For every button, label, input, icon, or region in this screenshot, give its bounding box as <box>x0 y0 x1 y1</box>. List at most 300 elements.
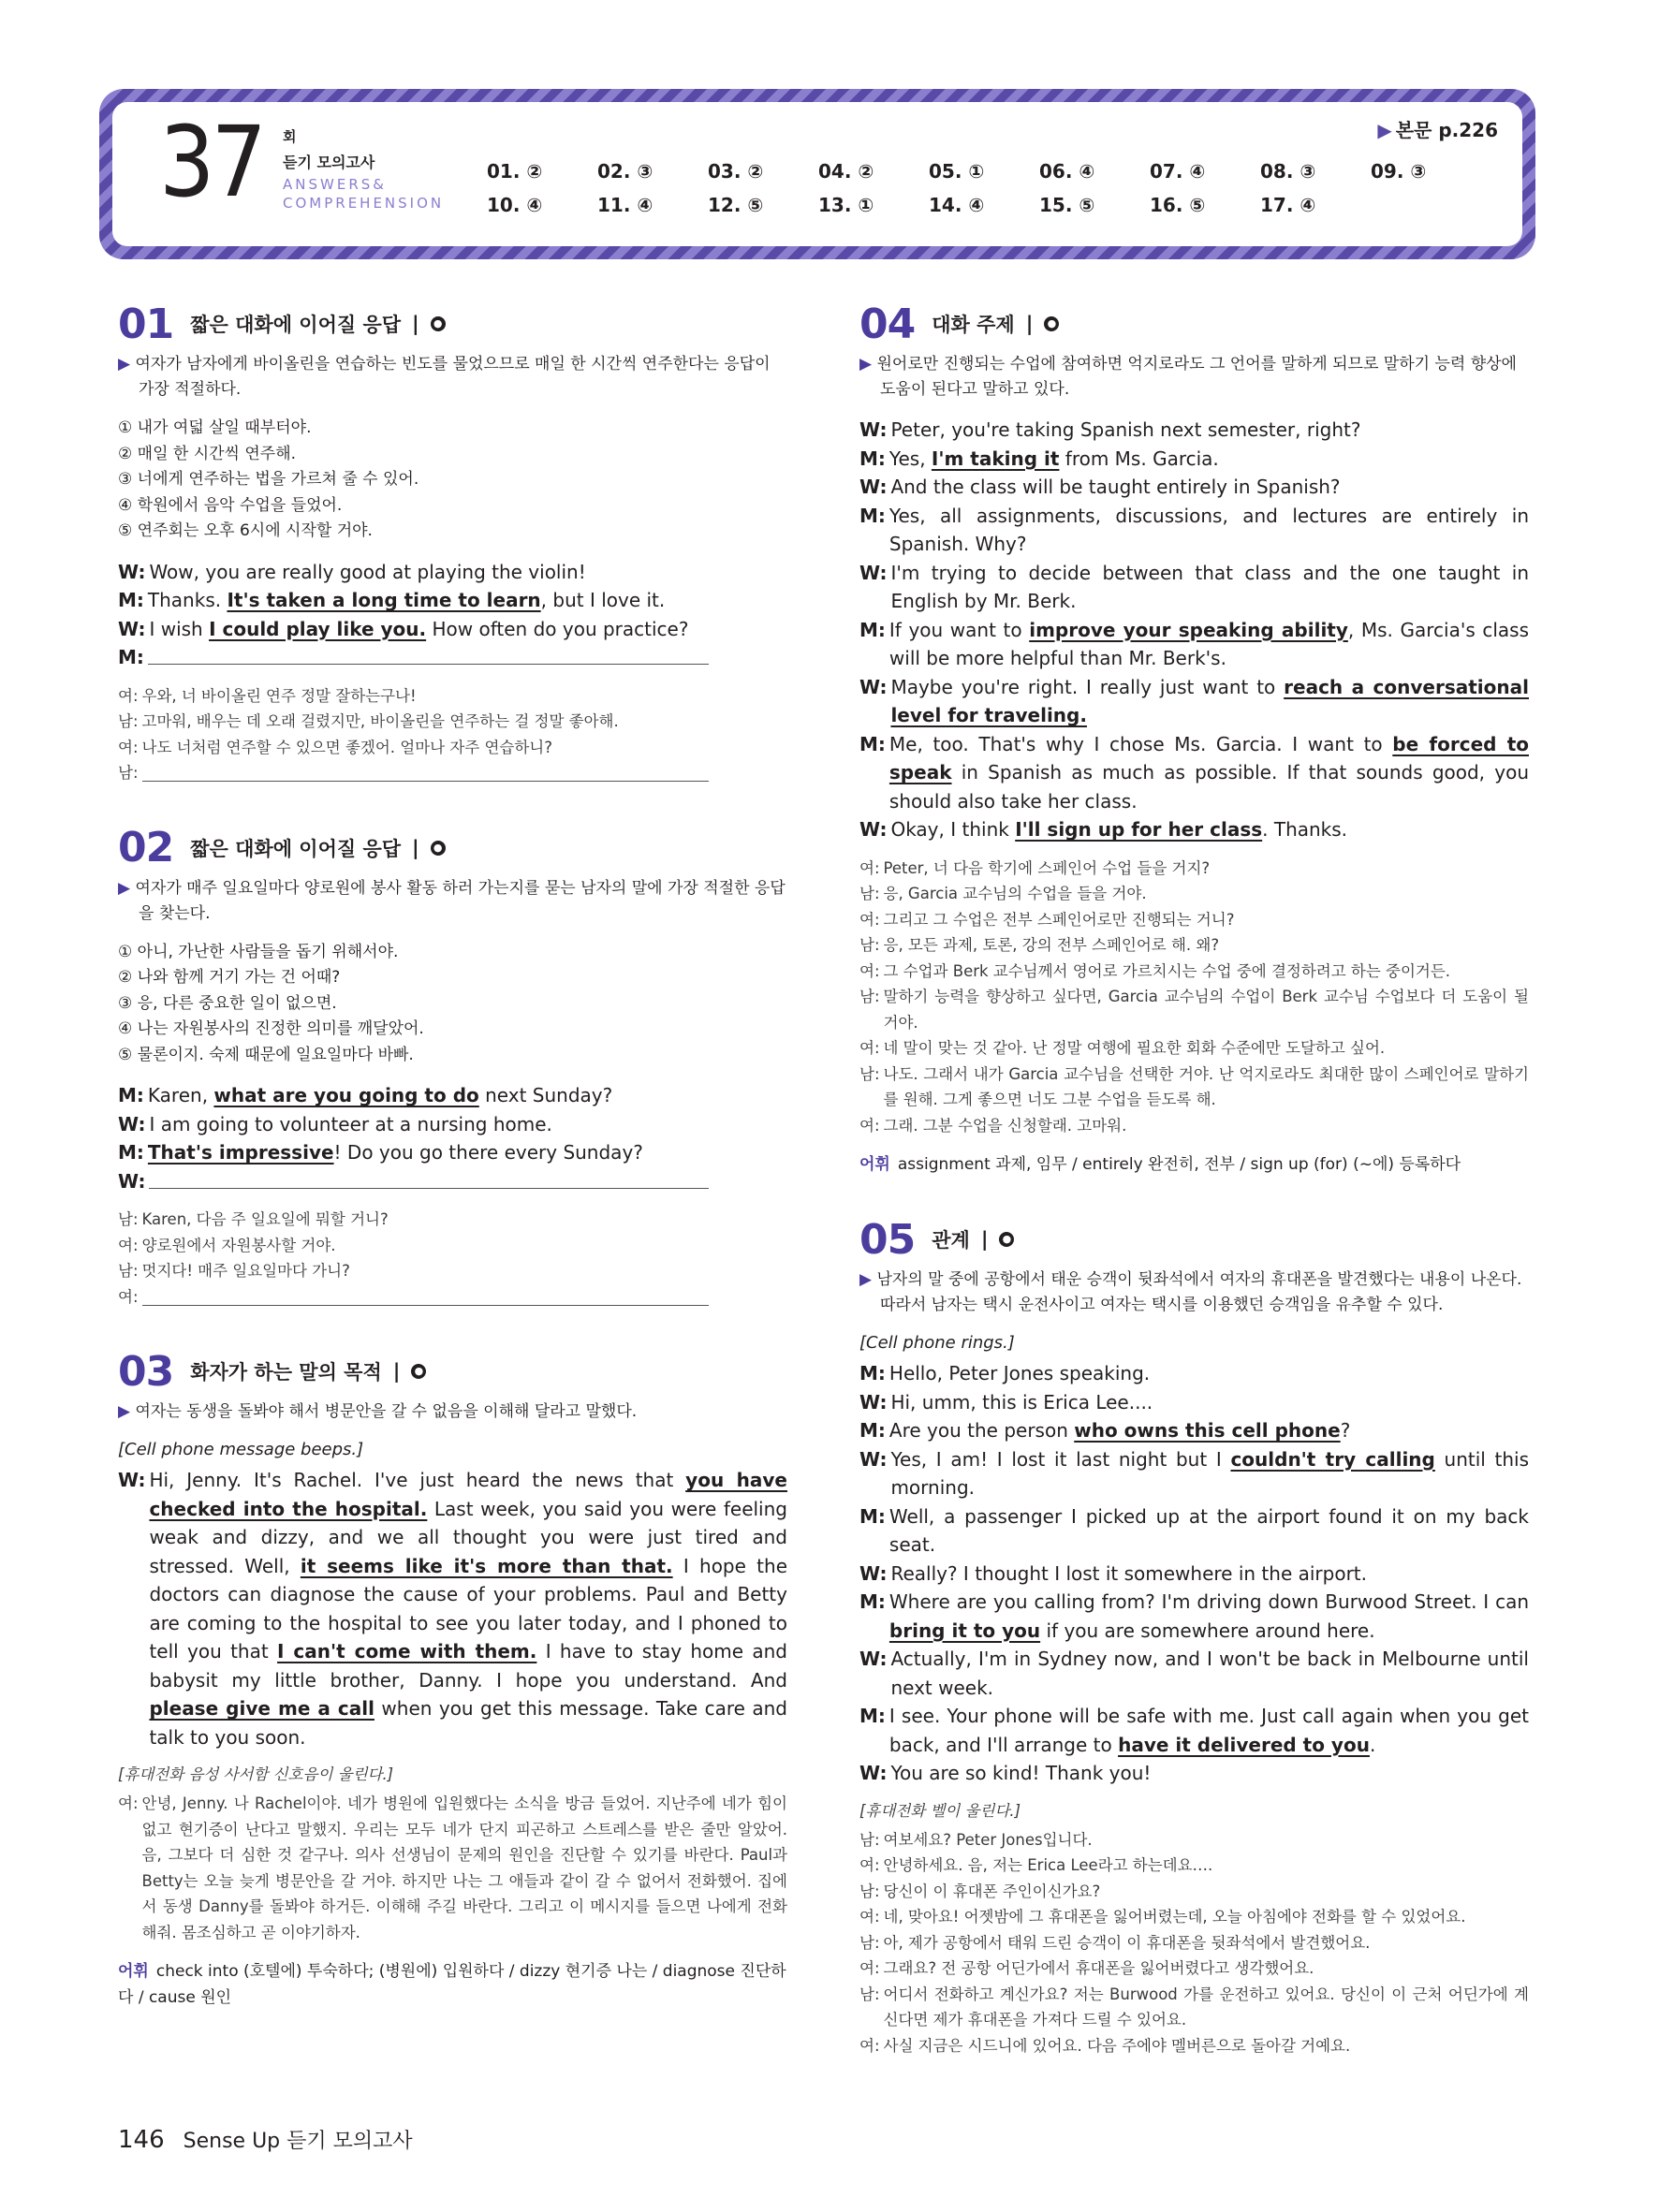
speaker: 남: <box>859 885 880 902</box>
line-text: 응, 모든 과제, 토론, 강의 전부 스페인어로 해. 왜? <box>883 936 1220 954</box>
section-number: 05 <box>859 1215 916 1264</box>
translation-line <box>859 1930 1529 1956</box>
text: in Spanish as much as possible. If that sounds good, you should also take her class. <box>888 761 1529 813</box>
answer-item: 04. ② <box>818 160 874 183</box>
line-text: 어디서 전화하고 계신가요? 저는 Burwood 가를 운전하고 있어요. 당신이 이 근처 어딘가에 계신다면 제가 휴대폰을 가져다 드릴 수 있어요. <box>883 1985 1529 2029</box>
text: Yes, all assignments, discussions, and lectures are entirely in Spanish. Why? <box>888 504 1529 555</box>
speaker: 여: <box>118 738 139 756</box>
text: Where are you calling from? I'm driving down Burwood Street. I can <box>888 1590 1529 1613</box>
translation-line <box>859 907 1529 933</box>
section-heading <box>118 300 787 348</box>
explanation-text: 여자가 매주 일요일마다 양로원에 봉사 활동 하러 가는지를 묻는 남자의 말에 가장 적절한 응답을 찾는다. <box>135 878 786 923</box>
speaker: M: <box>118 646 144 668</box>
section-heading <box>859 1215 1529 1264</box>
translation-line <box>859 1062 1529 1113</box>
speaker: 남: <box>859 936 880 954</box>
answer-phrase: you have checked into the hospital. <box>149 1469 787 1520</box>
speaker: 여: <box>118 1236 139 1254</box>
answer-item: 15. ⑤ <box>1039 194 1095 216</box>
answer-phrase: I'll sign up for her class <box>1015 818 1263 841</box>
translation-line <box>118 1258 787 1284</box>
line-text <box>149 1466 787 1751</box>
explanation <box>859 1267 1529 1318</box>
section-heading <box>118 1347 787 1396</box>
explanation-text: 남자의 말 중에 공항에서 태운 승객이 뒷좌석에서 여자의 휴대폰을 발견했다는 내용이 나온다. 따라서 남자는 택시 운전사이고 여자는 택시를 이용했던 승객임을 유추할 수 있다. <box>876 1270 1522 1314</box>
text: I have to stay home and babysit my little brother, Danny. I hope you understand. And <box>149 1640 788 1692</box>
triangle-icon: ▶ <box>859 355 877 374</box>
answer-item: 13. ① <box>818 194 874 216</box>
translation-line <box>859 1035 1529 1062</box>
dialog-line <box>859 1588 1529 1645</box>
divider: | <box>412 836 419 859</box>
triangle-icon: ▶ <box>1377 119 1392 141</box>
speaker: M: <box>859 447 886 470</box>
page-reference-text: 본문 p.226 <box>1395 119 1498 141</box>
line-text <box>148 586 787 615</box>
difficulty-icon: ● <box>431 841 446 856</box>
difficulty-icon: ● <box>411 1364 426 1379</box>
difficulty-icon: ● <box>431 316 446 331</box>
text: , Ms. Garcia's class will be more helpful than Mr. Berk's. <box>888 618 1530 669</box>
answer-item: 01. ② <box>487 160 543 183</box>
translation-line <box>859 1982 1529 2033</box>
triangle-icon: ▶ <box>118 878 136 898</box>
tagline-line-2: COMPREHENSION <box>283 195 445 212</box>
header-banner-inner <box>112 102 1522 246</box>
line-text <box>890 673 1529 730</box>
speaker: M: <box>118 589 144 611</box>
line-text: 고마워, 배우는 데 오래 걸렸지만, 바이올린을 연주하는 걸 정말 좋아해. <box>141 712 619 730</box>
book-title: Sense Up 듣기 모의고사 <box>183 2130 413 2153</box>
line-text: 말하기 능력을 향상하고 싶다면, Garcia 교수님의 수업이 Berk 교수님 수업보다 더 도움이 될 거야. <box>883 988 1529 1032</box>
speaker: 남: <box>859 1064 880 1083</box>
answer-phrase: I'm taking it <box>931 447 1060 470</box>
explanation <box>118 876 787 927</box>
section-number: 01 <box>118 300 174 348</box>
translation-line <box>859 1113 1529 1139</box>
answer-phrase: I could play like you. <box>209 617 427 640</box>
translation <box>118 1207 787 1310</box>
line-text: 그리고 그 수업은 전부 스페인어로만 진행되는 거니? <box>883 910 1235 929</box>
answer-phrase: it seems like it's more than that. <box>300 1554 673 1577</box>
dialog-line <box>859 1560 1529 1589</box>
answer-item: 08. ③ <box>1260 160 1316 183</box>
text: . <box>1369 1733 1376 1756</box>
speaker: W: <box>118 617 146 640</box>
stage-direction: [휴대전화 음성 사서함 신호음이 울린다.] <box>118 1765 394 1783</box>
speaker: W: <box>859 1447 888 1471</box>
line-text <box>890 416 1529 445</box>
speaker: 여: <box>859 1908 880 1926</box>
text: If you want to <box>888 618 1030 641</box>
speaker: 여: <box>859 1856 880 1874</box>
choice-item: ② 나와 함께 거기 가는 건 어때? <box>118 968 341 987</box>
speaker: 남: <box>859 1830 880 1849</box>
text: Are you the person <box>888 1419 1075 1442</box>
line-text <box>890 1759 1529 1788</box>
divider: | <box>980 1228 989 1251</box>
line-text <box>149 615 787 644</box>
line-text <box>148 1138 787 1167</box>
text: from Ms. Garcia. <box>1059 447 1219 470</box>
line-text <box>149 1110 787 1139</box>
dialog-line <box>859 1502 1529 1560</box>
vocabulary-text: assignment 과제, 임무 / entirely 완전히, 전부 / sign up (for) (~에) 등록하다 <box>897 1155 1461 1174</box>
translation-line <box>859 1827 1529 1853</box>
speaker: W: <box>859 561 888 584</box>
text: I wish <box>149 617 210 640</box>
line-text: 안녕, Jenny. 나 Rachel이야. 네가 병원에 입원했다는 소식을 방금 들었어. 지난주에 네가 힘이 없고 현기증이 난다고 말했지. 우리는 모두 네가 단지 피곤하고 스트레스를 받은 줄만 알았어. 음, 그보다 더 심한 것 같구나. 의사 선생님이 문제의 원인을 진단할 수 있기를 바란다. Paul과 Betty는 오늘 늦게 병문안을 갈 거야. 하지만 나는 그 애들과 같이 갈 수 없어서 전화했어. 집에서 동생 Danny를 돌봐야 하거든. 이해해 주길 바란다. 그리고 이 메시지를 들으면 나에게 전화해줘. 몸조심하고 곧 이야기하자. <box>141 1795 787 1941</box>
translation-line <box>118 735 787 761</box>
line-text <box>890 559 1529 616</box>
section-number: 02 <box>118 824 174 872</box>
dialog-line <box>859 1645 1529 1702</box>
speaker: 남: <box>118 1262 139 1280</box>
answer-phrase: bring it to you <box>888 1619 1041 1642</box>
answer-phrase: who owns this cell phone <box>1074 1419 1341 1442</box>
translation-line <box>859 1853 1529 1879</box>
page-number: 146 <box>118 2126 165 2154</box>
text: Maybe you're right. I really just want to <box>890 675 1285 698</box>
text: Yes, I am! I lost it last night but I <box>890 1447 1231 1471</box>
text: Me, too. That's why I chose Ms. Garcia. I want to <box>888 732 1393 755</box>
answer-item: 16. ⑤ <box>1150 194 1206 216</box>
section-heading <box>118 824 787 872</box>
stage-direction: [Cell phone message beeps.] <box>118 1440 364 1459</box>
explanation <box>859 352 1529 403</box>
translation <box>859 856 1529 1139</box>
text: Hi, Jenny. It's Rachel. I've just heard the news that <box>149 1469 686 1491</box>
line-text: 아, 제가 공항에서 태워 드린 승객이 이 휴대폰을 뒷좌석에서 발견했어요. <box>883 1933 1371 1952</box>
line-text: 그 수업과 Berk 교수님께서 영어로 가르치시는 수업 중에 결정하려고 하는 중이거든. <box>883 961 1451 980</box>
section-03 <box>118 1347 787 2011</box>
line-text: 그래요? 전 공항 어딘가에서 휴대폰을 잃어버렸다고 생각했어요. <box>883 1959 1314 1977</box>
explanation-text: 원어로만 진행되는 수업에 참여하면 억지로라도 그 언어를 말하게 되므로 말하기 능력 향상에 도움이 된다고 말하고 있다. <box>876 355 1517 399</box>
dialog-line <box>859 416 1529 445</box>
triangle-icon: ▶ <box>859 1270 877 1289</box>
speaker: W: <box>859 1561 888 1585</box>
text: Peter, you're taking Spanish next semester, right? <box>890 418 1361 441</box>
answer-phrase: what are you going to do <box>213 1084 479 1106</box>
line-text <box>889 1502 1529 1560</box>
text: Thanks. <box>147 589 228 611</box>
answer-phrase: please give me a call <box>149 1697 374 1720</box>
answer-phrase: have it delivered to you <box>1118 1733 1370 1756</box>
speaker: 여: <box>859 1959 880 1977</box>
speaker: M: <box>859 1504 886 1528</box>
line-text <box>149 558 787 587</box>
choice-item: ③ 너에게 연주하는 법을 가르쳐 줄 수 있어. <box>118 470 419 489</box>
answer-phrase: It's taken a long time to learn <box>227 589 541 611</box>
dialog-line <box>859 1702 1529 1759</box>
line-text: Peter, 너 다음 학기에 스페인어 수업 들을 거지? <box>883 858 1211 877</box>
monologue <box>118 1466 787 1751</box>
line-text <box>889 1359 1529 1388</box>
answer-item: 02. ③ <box>597 160 653 183</box>
page-footer <box>118 2125 413 2154</box>
text: Last week, you said you were feeling weak and dizzy, and we all thought you were just tired and stressed. Well, <box>149 1497 787 1577</box>
choice-item: ⑤ 연주회는 오후 6시에 시작할 거야. <box>118 521 373 540</box>
translation-line <box>118 760 787 786</box>
dialog-line <box>859 559 1529 616</box>
translation-line <box>859 984 1529 1035</box>
vocabulary <box>859 1151 1529 1178</box>
line-text <box>148 1081 787 1110</box>
text: And the class will be taught entirely in Spanish? <box>890 476 1341 498</box>
text: until this morning. <box>890 1447 1529 1499</box>
line-text: 안녕하세요. 음, 저는 Erica Lee라고 하는데요…. <box>883 1856 1213 1874</box>
answer-blank <box>149 1167 709 1189</box>
speaker: 여: <box>859 858 880 877</box>
section-title: 짧은 대화에 이어질 응답 <box>190 837 402 860</box>
speaker: M: <box>859 1705 886 1727</box>
answer-blank <box>148 643 709 665</box>
choice-item: ④ 나는 자원봉사의 진정한 의미를 깨달았어. <box>118 1019 424 1038</box>
dialog-line <box>859 1359 1529 1388</box>
translation <box>118 683 787 786</box>
tagline <box>283 175 444 212</box>
section-title: 짧은 대화에 이어질 응답 <box>190 314 402 336</box>
text: Yes, <box>888 447 932 470</box>
dialog-line <box>118 1167 787 1196</box>
text: next Sunday? <box>478 1084 613 1106</box>
speaker: 여: <box>118 1795 139 1812</box>
translation-line <box>859 959 1529 985</box>
answer-item: 06. ④ <box>1039 160 1095 183</box>
speaker: 남: <box>118 712 139 730</box>
answer-item: 17. ④ <box>1260 194 1316 216</box>
section-title: 관계 <box>932 1229 970 1252</box>
text: Hello, Peter Jones speaking. <box>888 1362 1151 1384</box>
line-text: 양로원에서 자원봉사할 거야. <box>141 1236 336 1254</box>
translation-line <box>859 881 1529 907</box>
choice-item: ① 내가 여덟 살일 때부터야. <box>118 418 312 437</box>
translation <box>859 1799 1529 2059</box>
answer-phrase: improve your speaking ability <box>1029 618 1348 641</box>
explanation <box>118 352 787 403</box>
vocabulary <box>118 1958 787 2011</box>
speaker: 여: <box>118 1287 139 1306</box>
translation-line <box>118 1233 787 1259</box>
speaker: W: <box>859 818 888 841</box>
answer-item: 12. ⑤ <box>708 194 764 216</box>
dialog-line <box>118 1138 787 1167</box>
line-text <box>890 815 1529 844</box>
translation-line <box>859 1956 1529 1982</box>
choice-item: ② 매일 한 시간씩 연주해. <box>118 444 297 463</box>
translation <box>118 1763 787 1945</box>
answer-phrase: couldn't try calling <box>1230 1447 1435 1471</box>
dialog-line <box>859 1388 1529 1417</box>
speaker: M: <box>118 1141 144 1164</box>
translation-line <box>118 1284 787 1311</box>
text: I am going to volunteer at a nursing home. <box>149 1112 552 1135</box>
dialog-line <box>118 1466 787 1751</box>
speaker: W: <box>859 1762 888 1784</box>
line-text: 네 말이 맞는 것 같아. 난 정말 여행에 필요한 회화 수준에만 도달하고 싶어. <box>883 1039 1386 1057</box>
section-title: 화자가 하는 말의 목적 <box>190 1361 382 1384</box>
text: ! Do you go there every Sunday? <box>333 1141 643 1164</box>
speaker: M: <box>859 1362 886 1384</box>
text: I see. Your phone will be safe with me. Just call again when you get back, and I'll arrange to <box>888 1705 1529 1756</box>
dialog-line <box>118 586 787 615</box>
section-heading <box>859 300 1529 348</box>
line-text <box>889 1416 1529 1445</box>
line-text <box>889 1588 1529 1645</box>
text: when you get this message. Take care and talk to you soon. <box>149 1697 787 1749</box>
speaker: M: <box>859 732 886 755</box>
speaker: 여: <box>859 1039 880 1057</box>
answer-blank <box>142 760 710 782</box>
answer-phrase: That's impressive <box>147 1141 334 1164</box>
divider: | <box>412 313 419 335</box>
translation-line <box>859 1879 1529 1905</box>
line-text: 멋지다! 매주 일요일마다 가니? <box>141 1262 350 1280</box>
section-number: 03 <box>118 1347 174 1396</box>
speaker: 남: <box>118 764 139 782</box>
choice-item: ⑤ 물론이지. 숙제 때문에 일요일마다 바빠. <box>118 1045 414 1064</box>
speaker: 여: <box>859 1116 880 1135</box>
answer-item: 14. ④ <box>929 194 985 216</box>
difficulty-icon: ● <box>999 1232 1014 1247</box>
text: How often do you practice? <box>426 617 689 640</box>
answer-item: 05. ① <box>929 160 985 183</box>
stage-direction: [휴대전화 벨이 울린다.] <box>859 1801 1021 1820</box>
section-02 <box>118 824 787 1311</box>
answer-phrase: be forced to speak <box>888 732 1530 784</box>
answer-phrase: I can't come with them. <box>277 1640 537 1663</box>
speaker: M: <box>118 1084 144 1106</box>
vocabulary-label: 어휘 <box>118 1962 149 1981</box>
section-title: 대화 주제 <box>932 314 1015 336</box>
translation-line <box>859 856 1529 882</box>
speaker: W: <box>118 1469 146 1491</box>
translation-line <box>118 1791 787 1945</box>
line-text: 그래. 그분 수업을 신청할래. 고마워. <box>883 1116 1127 1135</box>
translation-line <box>118 1207 787 1233</box>
text: ? <box>1340 1419 1351 1442</box>
text: , but I love it. <box>540 589 666 611</box>
test-name: 듣기 모의고사 <box>283 154 375 171</box>
line-text <box>890 1388 1529 1417</box>
speaker: 남: <box>859 1985 880 2003</box>
dialog <box>859 416 1529 844</box>
text: Okay, I think <box>890 818 1016 841</box>
right-column <box>859 300 1529 2096</box>
speaker: W: <box>118 560 146 583</box>
choice-list <box>118 940 787 1069</box>
dialog-line <box>859 1445 1529 1502</box>
triangle-icon: ▶ <box>118 355 136 374</box>
header-banner <box>99 89 1535 259</box>
line-text: 당신이 이 휴대폰 주인이신가요? <box>883 1882 1101 1900</box>
section-05 <box>859 1215 1529 2058</box>
section-01 <box>118 300 787 786</box>
speaker: M: <box>859 618 886 641</box>
test-number-suffix: 회 <box>283 128 297 145</box>
line-text <box>890 1645 1529 1702</box>
explanation <box>118 1399 787 1425</box>
vocabulary-text: check into (호텔에) 투숙하다; (병원에) 입원하다 / dizzy 현기증 나는 / diagnose 진단하다 / cause 원인 <box>118 1962 786 2007</box>
speaker: M: <box>859 1590 886 1613</box>
answer-item: 03. ② <box>708 160 764 183</box>
speaker: W: <box>118 1112 146 1135</box>
difficulty-icon: ● <box>1044 316 1059 331</box>
text: Karen, <box>147 1084 214 1106</box>
text: Wow, you are really good at playing the violin! <box>149 560 586 583</box>
dialog-line <box>859 445 1529 474</box>
dialog-line <box>118 615 787 644</box>
speaker: 남: <box>859 988 880 1005</box>
dialog-line <box>859 1759 1529 1788</box>
line-text: 사실 지금은 시드니에 있어요. 다음 주에야 멜버른으로 돌아갈 거예요. <box>883 2036 1351 2055</box>
choice-list <box>118 416 787 545</box>
answer-blank <box>142 1284 710 1306</box>
translation-line <box>859 932 1529 959</box>
speaker: 남: <box>859 1882 880 1900</box>
dialog-line <box>859 502 1529 559</box>
speaker: 여: <box>859 961 880 980</box>
translation-line <box>118 683 787 710</box>
explanation-text: 여자가 남자에게 바이올린을 연습하는 빈도를 물었으므로 매일 한 시간씩 연주한다는 응답이 가장 적절하다. <box>135 355 771 399</box>
dialog-line <box>118 1081 787 1110</box>
text: You are so kind! Thank you! <box>890 1762 1152 1784</box>
text: . Thanks. <box>1262 818 1348 841</box>
speaker: 남: <box>859 1933 880 1952</box>
answer-item: 11. ④ <box>597 194 653 216</box>
stage-direction: [Cell phone rings.] <box>859 1333 1015 1353</box>
text: Hi, umm, this is Erica Lee.... <box>890 1390 1153 1414</box>
text: I'm trying to decide between that class and the one taught in English by Mr. Berk. <box>890 561 1529 612</box>
dialog <box>859 1359 1529 1788</box>
line-text <box>889 1702 1529 1759</box>
translation-line <box>118 709 787 735</box>
dialog-line <box>118 558 787 587</box>
line-text: 응, Garcia 교수님의 수업을 들을 거야. <box>883 885 1147 902</box>
text: Actually, I'm in Sydney now, and I won't be back in Melbourne until next week. <box>890 1648 1529 1699</box>
dialog-line <box>859 673 1529 730</box>
line-text <box>889 502 1529 559</box>
choice-item: ① 아니, 가난한 사람들을 돕기 위해서야. <box>118 942 399 961</box>
text: if you are somewhere around here. <box>1040 1619 1375 1642</box>
speaker: 여: <box>859 910 880 929</box>
translation-line <box>859 1904 1529 1930</box>
section-04 <box>859 300 1529 1178</box>
speaker: W: <box>118 1169 146 1193</box>
choice-item: ③ 응, 다른 중요한 일이 없으면. <box>118 993 337 1013</box>
dialog-line <box>859 1416 1529 1445</box>
choice-item: ④ 학원에서 음악 수업을 들었어. <box>118 495 343 515</box>
speaker: W: <box>859 1648 888 1670</box>
line-text <box>889 445 1529 474</box>
vocabulary-label: 어휘 <box>859 1155 890 1174</box>
dialog-line <box>859 730 1529 816</box>
speaker: W: <box>859 675 888 698</box>
speaker: W: <box>859 1390 888 1414</box>
section-number: 04 <box>859 300 916 348</box>
explanation-text: 여자는 동생을 돌봐야 해서 병문안을 갈 수 없음을 이해해 달라고 말했다. <box>135 1402 638 1421</box>
line-text: 나도. 그래서 내가 Garcia 교수님을 선택한 거야. 난 억지로라도 최대한 많이 스페인어로 말하기를 원해. 그게 좋으면 너도 그분 수업을 듣도록 해. <box>883 1064 1529 1108</box>
speaker: 남: <box>118 1210 139 1228</box>
answer-item: 10. ④ <box>487 194 543 216</box>
speaker: W: <box>859 476 888 498</box>
speaker: M: <box>859 504 886 527</box>
dialog-line <box>859 473 1529 502</box>
text: I hope the doctors can diagnose the cause of your problems. Paul and Betty are coming to the hospital to see you later today, and I phoned to tell you that <box>149 1554 788 1663</box>
text: Really? I thought I lost it somewhere in the airport. <box>890 1561 1367 1585</box>
speaker: W: <box>859 418 888 441</box>
test-number: 37 <box>159 105 264 219</box>
